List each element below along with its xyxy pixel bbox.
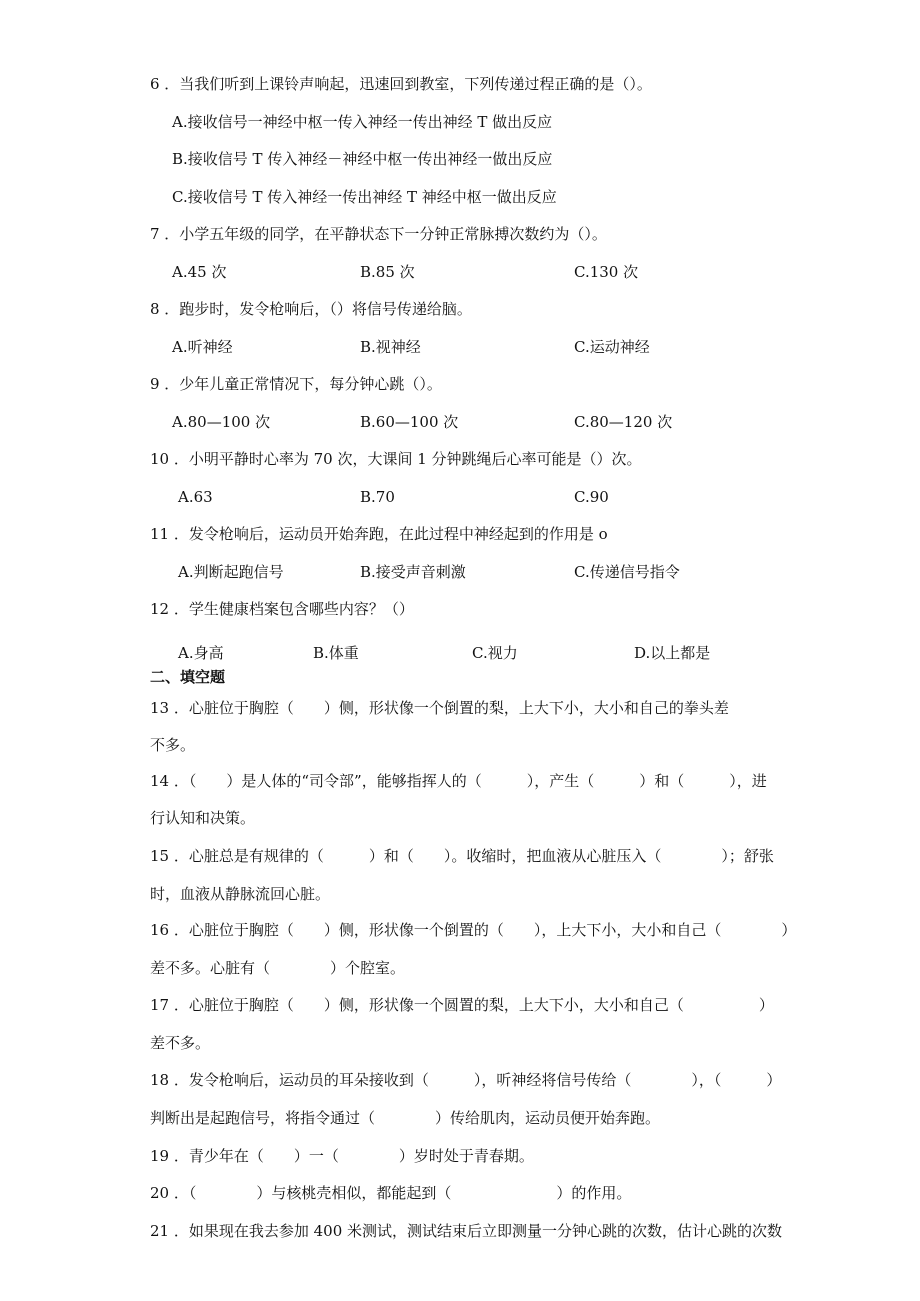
question-12-option-c: C.视力	[472, 644, 518, 662]
question-20: 20 ．（ ）与核桃壳相似，都能起到（ ）的作用。	[150, 1184, 632, 1202]
question-14-line-2: 行认知和决策。	[150, 809, 256, 827]
question-11-stem: 11 ．发令枪响后，运动员开始奔跑，在此过程中神经起到的作用是 o	[150, 525, 608, 543]
question-12-option-a: A.身高	[178, 644, 224, 662]
question-19: 19 ．青少年在（ ）一（ ）岁时处于青春期。	[150, 1147, 534, 1165]
question-9-stem: 9 ．少年儿童正常情况下，每分钟心跳（）。	[150, 375, 442, 393]
question-12-stem: 12 ．学生健康档案包含哪些内容？（）	[150, 600, 414, 618]
question-9-option-b: B.60—100 次	[360, 413, 459, 431]
question-7-option-a: A.45 次	[172, 263, 227, 281]
question-12-option-b: B.体重	[313, 644, 359, 662]
question-17-line-2: 差不多。	[150, 1034, 211, 1052]
question-6-option-b: B.接收信号 T 传入神经－神经中枢一传出神经一做出反应	[172, 150, 553, 168]
section-heading-fill-in: 二、填空题	[150, 668, 226, 686]
question-10-option-a: A.63	[178, 488, 213, 506]
question-11-option-b: B.接受声音刺激	[360, 563, 466, 581]
question-11-option-c: C.传递信号指令	[574, 563, 680, 581]
question-8-option-a: A.听神经	[172, 338, 233, 356]
question-13-line-1: 13 ．心脏位于胸腔（ ）侧，形状像一个倒置的梨，上大下小，大小和自己的拳头差	[150, 699, 729, 717]
question-14-line-1: 14 ．（ ）是人体的“司令部”，能够指挥人的（ ），产生（ ）和（ ），进	[150, 772, 767, 790]
question-8-option-b: B.视神经	[360, 338, 421, 356]
question-16-line-1: 16 ．心脏位于胸腔（ ）侧，形状像一个倒置的（ ），上大下小，大小和自己（ ）	[150, 921, 797, 939]
question-10-option-c: C.90	[574, 488, 609, 506]
question-7-option-c: C.130 次	[574, 263, 639, 281]
question-6-stem: 6 ．当我们听到上课铃声响起，迅速回到教室，下列传递过程正确的是（）。	[150, 75, 652, 93]
question-7-option-b: B.85 次	[360, 263, 415, 281]
question-15-line-2: 时，血液从静脉流回心脏。	[150, 885, 331, 903]
question-21-line-1: 21 ．如果现在我去参加 400 米测试，测试结束后立即测量一分钟心跳的次数，估计心跳的次数	[150, 1222, 783, 1240]
question-12-option-d: D.以上都是	[634, 644, 711, 662]
question-8-option-c: C.运动神经	[574, 338, 650, 356]
question-18-line-1: 18 ．发令枪响后，运动员的耳朵接收到（ ），听神经将信号传给（ ），（ ）	[150, 1071, 782, 1089]
question-10-option-b: B.70	[360, 488, 395, 506]
question-15-line-1: 15 ．心脏总是有规律的（ ）和（ ）。收缩时，把血液从心脏压入（ ）；舒张	[150, 847, 774, 865]
question-18-line-2: 判断出是起跑信号，将指令通过（ ）传给肌肉，运动员便开始奔跑。	[150, 1109, 661, 1127]
question-17-line-1: 17 ．心脏位于胸腔（ ）侧，形状像一个圆置的梨，上大下小，大小和自己（ ）	[150, 996, 774, 1014]
question-8-stem: 8 ．跑步时，发令枪响后，（）将信号传递给脑。	[150, 300, 472, 318]
question-11-option-a: A.判断起跑信号	[178, 563, 284, 581]
question-6-option-c: C.接收信号 T 传入神经一传出神经 T 神经中枢一做出反应	[172, 188, 557, 206]
question-6-option-a: A.接收信号一神经中枢一传入神经一传出神经 T 做出反应	[172, 113, 553, 131]
question-9-option-a: A.80—100 次	[172, 413, 271, 431]
question-16-line-2: 差不多。心脏有（ ）个腔室。	[150, 959, 406, 977]
question-13-line-2: 不多。	[150, 736, 196, 754]
question-7-stem: 7 ．小学五年级的同学，在平静状态下一分钟正常脉搏次数约为（）。	[150, 225, 607, 243]
question-10-stem: 10 ．小明平静时心率为 70 次，大课间 1 分钟跳绳后心率可能是（）次。	[150, 450, 642, 468]
question-9-option-c: C.80—120 次	[574, 413, 673, 431]
